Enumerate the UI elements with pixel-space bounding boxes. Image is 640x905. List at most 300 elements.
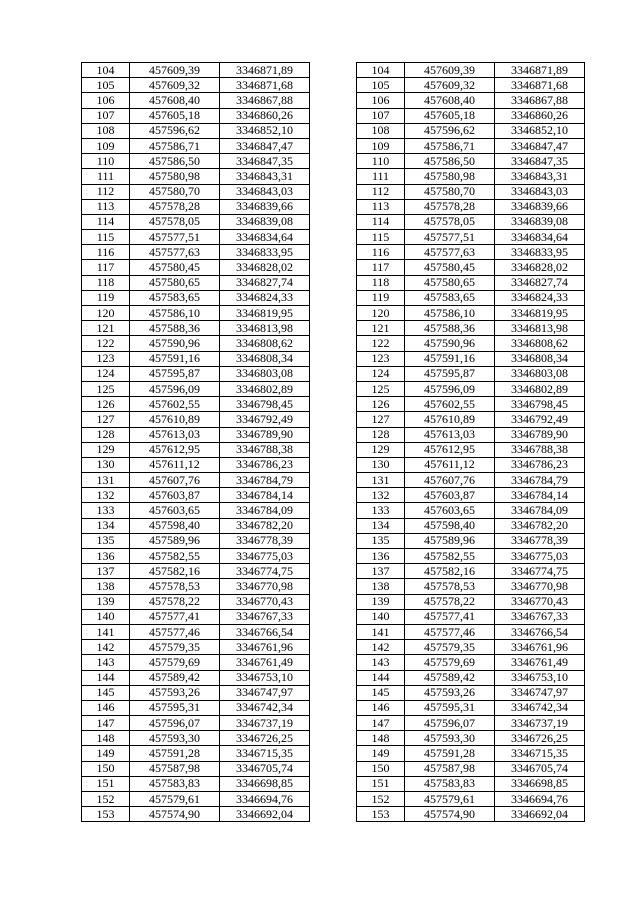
table-row: [82, 457, 585, 472]
table-row: [82, 549, 585, 564]
table-row: [82, 776, 585, 791]
right-point-number-cell: 131: [357, 473, 405, 488]
right-y-coordinate-cell: 3346774,75: [495, 564, 585, 579]
column-gap: [310, 609, 357, 624]
left-y-coordinate-cell: 3346808,62: [220, 336, 310, 351]
left-x-coordinate-cell: 457578,05: [130, 214, 220, 229]
left-y-coordinate-cell: 3346698,85: [220, 776, 310, 791]
table-row: [82, 564, 585, 579]
right-y-coordinate-cell: 3346784,14: [495, 488, 585, 503]
coordinates-table-body: [82, 63, 585, 822]
right-y-coordinate-cell: 3346761,49: [495, 655, 585, 670]
table-row: [82, 640, 585, 655]
column-gap: [310, 564, 357, 579]
right-point-number-cell: 136: [357, 549, 405, 564]
right-x-coordinate-cell: 457586,50: [405, 154, 495, 169]
left-x-coordinate-cell: 457610,89: [130, 412, 220, 427]
column-gap: [310, 792, 357, 807]
left-x-coordinate-cell: 457586,50: [130, 154, 220, 169]
left-x-coordinate-cell: 457609,32: [130, 78, 220, 93]
right-point-number-cell: 116: [357, 245, 405, 260]
right-x-coordinate-cell: 457591,28: [405, 746, 495, 761]
column-gap: [310, 503, 357, 518]
left-y-coordinate-cell: 3346782,20: [220, 518, 310, 533]
column-gap: [310, 700, 357, 715]
left-point-number-cell: 133: [82, 503, 130, 518]
column-gap: [310, 245, 357, 260]
left-y-coordinate-cell: 3346828,02: [220, 260, 310, 275]
left-point-number-cell: 137: [82, 564, 130, 579]
column-gap: [310, 685, 357, 700]
right-x-coordinate-cell: 457580,70: [405, 184, 495, 199]
column-gap: [310, 457, 357, 472]
table-row: [82, 716, 585, 731]
column-gap: [310, 716, 357, 731]
right-x-coordinate-cell: 457588,36: [405, 321, 495, 336]
left-x-coordinate-cell: 457596,62: [130, 123, 220, 138]
left-y-coordinate-cell: 3346766,54: [220, 624, 310, 639]
right-x-coordinate-cell: 457579,61: [405, 792, 495, 807]
right-y-coordinate-cell: 3346715,35: [495, 746, 585, 761]
table-row: [82, 260, 585, 275]
left-y-coordinate-cell: 3346847,47: [220, 138, 310, 153]
table-row: [82, 230, 585, 245]
left-y-coordinate-cell: 3346833,95: [220, 245, 310, 260]
left-point-number-cell: 113: [82, 199, 130, 214]
column-gap: [310, 199, 357, 214]
table-row: [82, 442, 585, 457]
right-point-number-cell: 138: [357, 579, 405, 594]
right-y-coordinate-cell: 3346802,89: [495, 381, 585, 396]
table-row: [82, 807, 585, 822]
left-point-number-cell: 144: [82, 670, 130, 685]
left-point-number-cell: 142: [82, 640, 130, 655]
column-gap: [310, 473, 357, 488]
left-point-number-cell: 121: [82, 321, 130, 336]
right-point-number-cell: 132: [357, 488, 405, 503]
right-y-coordinate-cell: 3346798,45: [495, 397, 585, 412]
right-point-number-cell: 124: [357, 366, 405, 381]
left-point-number-cell: 134: [82, 518, 130, 533]
column-gap: [310, 427, 357, 442]
right-point-number-cell: 145: [357, 685, 405, 700]
left-x-coordinate-cell: 457595,87: [130, 366, 220, 381]
column-gap: [310, 640, 357, 655]
left-y-coordinate-cell: 3346692,04: [220, 807, 310, 822]
right-x-coordinate-cell: 457578,22: [405, 594, 495, 609]
left-x-coordinate-cell: 457607,76: [130, 473, 220, 488]
table-row: [82, 381, 585, 396]
left-y-coordinate-cell: 3346770,43: [220, 594, 310, 609]
right-x-coordinate-cell: 457577,51: [405, 230, 495, 245]
right-point-number-cell: 141: [357, 624, 405, 639]
table-row: [82, 351, 585, 366]
right-y-coordinate-cell: 3346843,03: [495, 184, 585, 199]
right-x-coordinate-cell: 457589,42: [405, 670, 495, 685]
left-y-coordinate-cell: 3346715,35: [220, 746, 310, 761]
left-point-number-cell: 132: [82, 488, 130, 503]
left-point-number-cell: 124: [82, 366, 130, 381]
left-y-coordinate-cell: 3346808,34: [220, 351, 310, 366]
table-row: [82, 624, 585, 639]
right-y-coordinate-cell: 3346839,08: [495, 214, 585, 229]
left-x-coordinate-cell: 457578,28: [130, 199, 220, 214]
left-point-number-cell: 104: [82, 63, 130, 78]
right-point-number-cell: 113: [357, 199, 405, 214]
left-point-number-cell: 123: [82, 351, 130, 366]
right-point-number-cell: 133: [357, 503, 405, 518]
left-y-coordinate-cell: 3346737,19: [220, 716, 310, 731]
left-point-number-cell: 149: [82, 746, 130, 761]
right-x-coordinate-cell: 457596,07: [405, 716, 495, 731]
right-y-coordinate-cell: 3346775,03: [495, 549, 585, 564]
right-x-coordinate-cell: 457578,53: [405, 579, 495, 594]
column-gap: [310, 807, 357, 822]
left-x-coordinate-cell: 457578,22: [130, 594, 220, 609]
left-y-coordinate-cell: 3346871,89: [220, 63, 310, 78]
right-x-coordinate-cell: 457583,65: [405, 290, 495, 305]
right-y-coordinate-cell: 3346852,10: [495, 123, 585, 138]
left-y-coordinate-cell: 3346813,98: [220, 321, 310, 336]
right-y-coordinate-cell: 3346747,97: [495, 685, 585, 700]
right-x-coordinate-cell: 457574,90: [405, 807, 495, 822]
right-x-coordinate-cell: 457579,69: [405, 655, 495, 670]
right-point-number-cell: 119: [357, 290, 405, 305]
table-row: [82, 594, 585, 609]
column-gap: [310, 169, 357, 184]
right-point-number-cell: 151: [357, 776, 405, 791]
left-point-number-cell: 146: [82, 700, 130, 715]
table-row: [82, 655, 585, 670]
left-point-number-cell: 125: [82, 381, 130, 396]
left-x-coordinate-cell: 457605,18: [130, 108, 220, 123]
right-x-coordinate-cell: 457596,62: [405, 123, 495, 138]
left-x-coordinate-cell: 457608,40: [130, 93, 220, 108]
left-point-number-cell: 130: [82, 457, 130, 472]
column-gap: [310, 731, 357, 746]
left-point-number-cell: 129: [82, 442, 130, 457]
right-x-coordinate-cell: 457591,16: [405, 351, 495, 366]
right-y-coordinate-cell: 3346767,33: [495, 609, 585, 624]
table-row: [82, 169, 585, 184]
left-x-coordinate-cell: 457590,96: [130, 336, 220, 351]
left-y-coordinate-cell: 3346802,89: [220, 381, 310, 396]
right-y-coordinate-cell: 3346824,33: [495, 290, 585, 305]
right-point-number-cell: 143: [357, 655, 405, 670]
left-y-coordinate-cell: 3346867,88: [220, 93, 310, 108]
left-y-coordinate-cell: 3346770,98: [220, 579, 310, 594]
left-y-coordinate-cell: 3346784,09: [220, 503, 310, 518]
left-point-number-cell: 135: [82, 533, 130, 548]
left-y-coordinate-cell: 3346786,23: [220, 457, 310, 472]
left-y-coordinate-cell: 3346778,39: [220, 533, 310, 548]
right-y-coordinate-cell: 3346860,26: [495, 108, 585, 123]
left-x-coordinate-cell: 457591,28: [130, 746, 220, 761]
left-y-coordinate-cell: 3346827,74: [220, 275, 310, 290]
table-row: [82, 792, 585, 807]
left-y-coordinate-cell: 3346742,34: [220, 700, 310, 715]
column-gap: [310, 321, 357, 336]
right-x-coordinate-cell: 457609,32: [405, 78, 495, 93]
right-x-coordinate-cell: 457603,65: [405, 503, 495, 518]
left-y-coordinate-cell: 3346761,96: [220, 640, 310, 655]
left-y-coordinate-cell: 3346819,95: [220, 306, 310, 321]
left-point-number-cell: 138: [82, 579, 130, 594]
right-y-coordinate-cell: 3346833,95: [495, 245, 585, 260]
left-point-number-cell: 112: [82, 184, 130, 199]
left-point-number-cell: 150: [82, 761, 130, 776]
left-x-coordinate-cell: 457580,45: [130, 260, 220, 275]
right-y-coordinate-cell: 3346828,02: [495, 260, 585, 275]
left-y-coordinate-cell: 3346792,49: [220, 412, 310, 427]
right-y-coordinate-cell: 3346766,54: [495, 624, 585, 639]
left-point-number-cell: 136: [82, 549, 130, 564]
table-row: [82, 108, 585, 123]
right-y-coordinate-cell: 3346770,98: [495, 579, 585, 594]
left-x-coordinate-cell: 457609,39: [130, 63, 220, 78]
right-point-number-cell: 148: [357, 731, 405, 746]
left-x-coordinate-cell: 457613,03: [130, 427, 220, 442]
table-row: [82, 63, 585, 78]
right-x-coordinate-cell: 457593,26: [405, 685, 495, 700]
column-gap: [310, 290, 357, 305]
table-row: [82, 503, 585, 518]
right-point-number-cell: 117: [357, 260, 405, 275]
left-point-number-cell: 127: [82, 412, 130, 427]
table-row: [82, 761, 585, 776]
table-row: [82, 336, 585, 351]
right-y-coordinate-cell: 3346698,85: [495, 776, 585, 791]
right-point-number-cell: 108: [357, 123, 405, 138]
left-x-coordinate-cell: 457593,30: [130, 731, 220, 746]
left-point-number-cell: 106: [82, 93, 130, 108]
left-x-coordinate-cell: 457603,65: [130, 503, 220, 518]
right-point-number-cell: 139: [357, 594, 405, 609]
right-y-coordinate-cell: 3346813,98: [495, 321, 585, 336]
left-x-coordinate-cell: 457589,96: [130, 533, 220, 548]
column-gap: [310, 214, 357, 229]
left-point-number-cell: 128: [82, 427, 130, 442]
left-x-coordinate-cell: 457612,95: [130, 442, 220, 457]
right-x-coordinate-cell: 457593,30: [405, 731, 495, 746]
column-gap: [310, 579, 357, 594]
table-row: [82, 245, 585, 260]
right-x-coordinate-cell: 457611,12: [405, 457, 495, 472]
table-row: [82, 306, 585, 321]
left-point-number-cell: 152: [82, 792, 130, 807]
left-x-coordinate-cell: 457603,87: [130, 488, 220, 503]
right-y-coordinate-cell: 3346839,66: [495, 199, 585, 214]
left-y-coordinate-cell: 3346871,68: [220, 78, 310, 93]
left-x-coordinate-cell: 457586,10: [130, 306, 220, 321]
left-point-number-cell: 120: [82, 306, 130, 321]
left-y-coordinate-cell: 3346784,14: [220, 488, 310, 503]
right-point-number-cell: 118: [357, 275, 405, 290]
left-x-coordinate-cell: 457582,55: [130, 549, 220, 564]
column-gap: [310, 123, 357, 138]
right-x-coordinate-cell: 457589,96: [405, 533, 495, 548]
right-y-coordinate-cell: 3346788,38: [495, 442, 585, 457]
left-y-coordinate-cell: 3346775,03: [220, 549, 310, 564]
table-row: [82, 123, 585, 138]
right-point-number-cell: 135: [357, 533, 405, 548]
right-x-coordinate-cell: 457603,87: [405, 488, 495, 503]
column-gap: [310, 381, 357, 396]
table-row: [82, 579, 585, 594]
left-x-coordinate-cell: 457579,69: [130, 655, 220, 670]
right-point-number-cell: 137: [357, 564, 405, 579]
column-gap: [310, 63, 357, 78]
right-x-coordinate-cell: 457612,95: [405, 442, 495, 457]
right-x-coordinate-cell: 457580,98: [405, 169, 495, 184]
column-gap: [310, 154, 357, 169]
right-y-coordinate-cell: 3346737,19: [495, 716, 585, 731]
left-y-coordinate-cell: 3346839,08: [220, 214, 310, 229]
table-row: [82, 731, 585, 746]
table-row: [82, 488, 585, 503]
right-point-number-cell: 146: [357, 700, 405, 715]
left-point-number-cell: 151: [82, 776, 130, 791]
right-point-number-cell: 106: [357, 93, 405, 108]
left-point-number-cell: 126: [82, 397, 130, 412]
right-point-number-cell: 147: [357, 716, 405, 731]
left-y-coordinate-cell: 3346694,76: [220, 792, 310, 807]
right-point-number-cell: 111: [357, 169, 405, 184]
right-x-coordinate-cell: 457609,39: [405, 63, 495, 78]
left-x-coordinate-cell: 457588,36: [130, 321, 220, 336]
column-gap: [310, 518, 357, 533]
column-gap: [310, 412, 357, 427]
right-point-number-cell: 128: [357, 427, 405, 442]
table-row: [82, 609, 585, 624]
right-x-coordinate-cell: 457602,55: [405, 397, 495, 412]
left-y-coordinate-cell: 3346843,03: [220, 184, 310, 199]
right-y-coordinate-cell: 3346843,31: [495, 169, 585, 184]
right-point-number-cell: 123: [357, 351, 405, 366]
left-x-coordinate-cell: 457596,07: [130, 716, 220, 731]
left-point-number-cell: 117: [82, 260, 130, 275]
left-y-coordinate-cell: 3346747,97: [220, 685, 310, 700]
left-x-coordinate-cell: 457579,61: [130, 792, 220, 807]
right-y-coordinate-cell: 3346847,47: [495, 138, 585, 153]
table-row: [82, 290, 585, 305]
table-row: [82, 138, 585, 153]
right-x-coordinate-cell: 457578,05: [405, 214, 495, 229]
left-point-number-cell: 148: [82, 731, 130, 746]
table-row: [82, 670, 585, 685]
left-point-number-cell: 115: [82, 230, 130, 245]
right-point-number-cell: 152: [357, 792, 405, 807]
coordinates-table: [81, 62, 585, 822]
right-point-number-cell: 114: [357, 214, 405, 229]
left-point-number-cell: 131: [82, 473, 130, 488]
right-point-number-cell: 122: [357, 336, 405, 351]
left-point-number-cell: 108: [82, 123, 130, 138]
right-y-coordinate-cell: 3346803,08: [495, 366, 585, 381]
left-x-coordinate-cell: 457583,83: [130, 776, 220, 791]
right-x-coordinate-cell: 457586,71: [405, 138, 495, 153]
right-y-coordinate-cell: 3346782,20: [495, 518, 585, 533]
table-row: [82, 700, 585, 715]
right-point-number-cell: 115: [357, 230, 405, 245]
right-point-number-cell: 130: [357, 457, 405, 472]
column-gap: [310, 533, 357, 548]
right-x-coordinate-cell: 457580,65: [405, 275, 495, 290]
left-x-coordinate-cell: 457583,65: [130, 290, 220, 305]
right-x-coordinate-cell: 457610,89: [405, 412, 495, 427]
left-y-coordinate-cell: 3346860,26: [220, 108, 310, 123]
left-point-number-cell: 143: [82, 655, 130, 670]
right-x-coordinate-cell: 457605,18: [405, 108, 495, 123]
right-x-coordinate-cell: 457582,55: [405, 549, 495, 564]
column-gap: [310, 184, 357, 199]
right-x-coordinate-cell: 457596,09: [405, 381, 495, 396]
column-gap: [310, 594, 357, 609]
left-point-number-cell: 118: [82, 275, 130, 290]
left-point-number-cell: 116: [82, 245, 130, 260]
left-x-coordinate-cell: 457577,51: [130, 230, 220, 245]
table-row: [82, 685, 585, 700]
right-y-coordinate-cell: 3346871,89: [495, 63, 585, 78]
left-x-coordinate-cell: 457611,12: [130, 457, 220, 472]
column-gap: [310, 260, 357, 275]
left-x-coordinate-cell: 457582,16: [130, 564, 220, 579]
right-x-coordinate-cell: 457579,35: [405, 640, 495, 655]
column-gap: [310, 549, 357, 564]
right-x-coordinate-cell: 457595,31: [405, 700, 495, 715]
left-point-number-cell: 107: [82, 108, 130, 123]
left-y-coordinate-cell: 3346843,31: [220, 169, 310, 184]
right-y-coordinate-cell: 3346808,34: [495, 351, 585, 366]
column-gap: [310, 366, 357, 381]
right-y-coordinate-cell: 3346784,79: [495, 473, 585, 488]
left-point-number-cell: 153: [82, 807, 130, 822]
right-x-coordinate-cell: 457580,45: [405, 260, 495, 275]
table-row: [82, 214, 585, 229]
column-gap: [310, 108, 357, 123]
right-x-coordinate-cell: 457608,40: [405, 93, 495, 108]
right-y-coordinate-cell: 3346694,76: [495, 792, 585, 807]
left-y-coordinate-cell: 3346788,38: [220, 442, 310, 457]
left-point-number-cell: 145: [82, 685, 130, 700]
right-y-coordinate-cell: 3346808,62: [495, 336, 585, 351]
right-point-number-cell: 150: [357, 761, 405, 776]
table-row: [82, 366, 585, 381]
right-y-coordinate-cell: 3346770,43: [495, 594, 585, 609]
right-point-number-cell: 121: [357, 321, 405, 336]
right-y-coordinate-cell: 3346867,88: [495, 93, 585, 108]
right-y-coordinate-cell: 3346834,64: [495, 230, 585, 245]
right-point-number-cell: 144: [357, 670, 405, 685]
column-gap: [310, 670, 357, 685]
left-x-coordinate-cell: 457602,55: [130, 397, 220, 412]
right-point-number-cell: 125: [357, 381, 405, 396]
right-y-coordinate-cell: 3346761,96: [495, 640, 585, 655]
left-y-coordinate-cell: 3346834,64: [220, 230, 310, 245]
right-point-number-cell: 129: [357, 442, 405, 457]
right-x-coordinate-cell: 457586,10: [405, 306, 495, 321]
left-point-number-cell: 109: [82, 138, 130, 153]
right-x-coordinate-cell: 457577,41: [405, 609, 495, 624]
left-point-number-cell: 105: [82, 78, 130, 93]
left-y-coordinate-cell: 3346726,25: [220, 731, 310, 746]
right-y-coordinate-cell: 3346827,74: [495, 275, 585, 290]
right-point-number-cell: 127: [357, 412, 405, 427]
column-gap: [310, 78, 357, 93]
left-point-number-cell: 114: [82, 214, 130, 229]
left-y-coordinate-cell: 3346774,75: [220, 564, 310, 579]
right-x-coordinate-cell: 457583,83: [405, 776, 495, 791]
